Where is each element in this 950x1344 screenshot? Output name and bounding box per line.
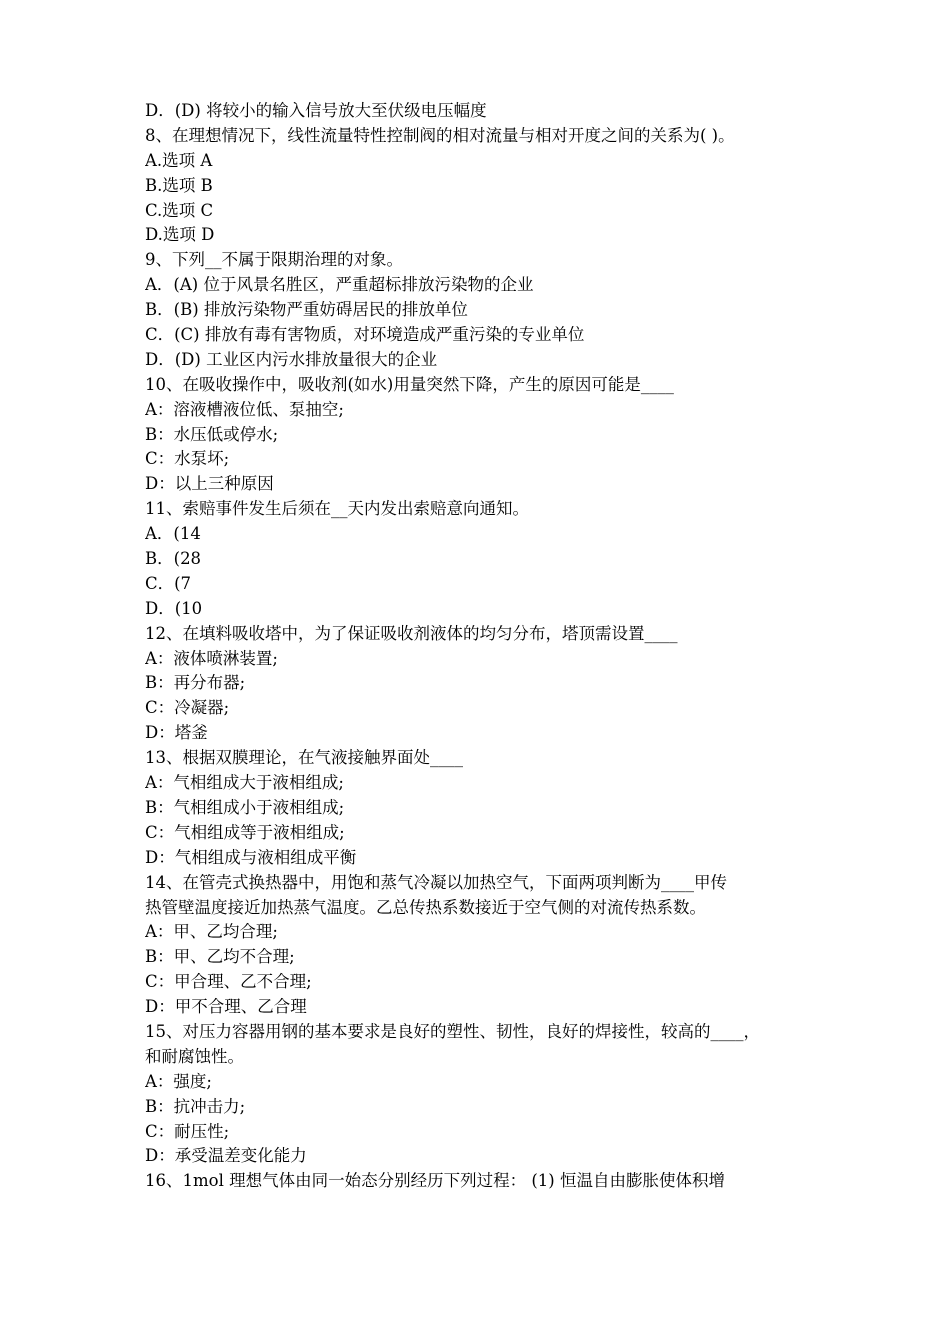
question-15-continued: 和耐腐蚀性。	[145, 1046, 244, 1066]
question-16: 16、1mol 理想气体由同一始态分别经历下列过程： (1) 恒温自由膨胀使体积增	[145, 1171, 725, 1191]
option-line: D：塔釜	[145, 723, 208, 743]
option-line: B：水压低或停水;	[145, 424, 279, 444]
option-line: B：再分布器;	[145, 673, 246, 693]
option-line: B：甲、乙均不合理;	[145, 947, 295, 967]
text-line: D．(D) 将较小的输入信号放大至伏级电压幅度	[145, 101, 487, 120]
option-line: B．(B) 排放污染物严重妨碍居民的排放单位	[145, 300, 468, 320]
option-line: C：气相组成等于液相组成;	[145, 822, 345, 842]
question-15: 15、对压力容器用钢的基本要求是良好的塑性、韧性，良好的焊接性，较高的____，	[145, 1021, 760, 1041]
option-line: A：溶液槽液位低、泵抽空;	[145, 399, 344, 419]
option-line: D.选项 D	[145, 225, 215, 245]
option-line: C：水泵坏;	[145, 449, 230, 469]
question-11: 11、索赔事件发生后须在__天内发出索赔意向通知。	[145, 499, 529, 519]
question-14-continued: 热管壁温度接近加热蒸气温度。乙总传热系数接近于空气侧的对流传热系数。	[145, 897, 706, 917]
option-line: A.选项 A	[145, 150, 213, 170]
option-line: A：甲、乙均合理;	[145, 922, 278, 942]
option-line: B：气相组成小于液相组成;	[145, 797, 345, 817]
question-14: 14、在管壳式换热器中，用饱和蒸气冷凝以加热空气，下面两项判断为____甲传	[145, 872, 727, 892]
option-line: C.选项 C	[145, 200, 214, 220]
option-line: C．(C) 排放有毒有害物质，对环境造成严重污染的专业单位	[145, 325, 585, 345]
option-line: D：气相组成与液相组成平衡	[145, 847, 357, 867]
option-line: D．(D) 工业区内污水排放量很大的企业	[145, 349, 438, 369]
option-line: A：强度;	[145, 1071, 212, 1091]
option-line: A：液体喷淋装置;	[145, 648, 278, 668]
option-line: B：抗冲击力;	[145, 1096, 246, 1116]
option-line: A：气相组成大于液相组成;	[145, 773, 344, 793]
option-line: A．(14	[145, 524, 201, 544]
option-line: B．(28	[145, 549, 202, 569]
question-9: 9、下列__不属于限期治理的对象。	[145, 250, 403, 270]
option-line: C：甲合理、乙不合理;	[145, 972, 312, 992]
option-line: C：冷凝器;	[145, 698, 230, 718]
question-13: 13、根据双膜理论，在气液接触界面处____	[145, 748, 463, 768]
option-line: D：甲不合理、乙合理	[145, 997, 307, 1017]
option-line: B.选项 B	[145, 175, 213, 195]
question-12: 12、在填料吸收塔中，为了保证吸收剂液体的均匀分布，塔顶需设置____	[145, 623, 678, 643]
option-line: D．(10	[145, 598, 203, 618]
question-8: 8、在理想情况下，线性流量特性控制阀的相对流量与相对开度之间的关系为( )。	[145, 125, 735, 145]
option-line: D：以上三种原因	[145, 474, 274, 494]
option-line: C．(7	[145, 573, 192, 593]
question-10: 10、在吸收操作中，吸收剂(如水)用量突然下降，产生的原因可能是____	[145, 374, 674, 394]
option-line: D：承受温差变化能力	[145, 1146, 307, 1166]
option-line: C：耐压性;	[145, 1121, 230, 1141]
option-line: A．(A) 位于风景名胜区，严重超标排放污染物的企业	[145, 275, 534, 295]
